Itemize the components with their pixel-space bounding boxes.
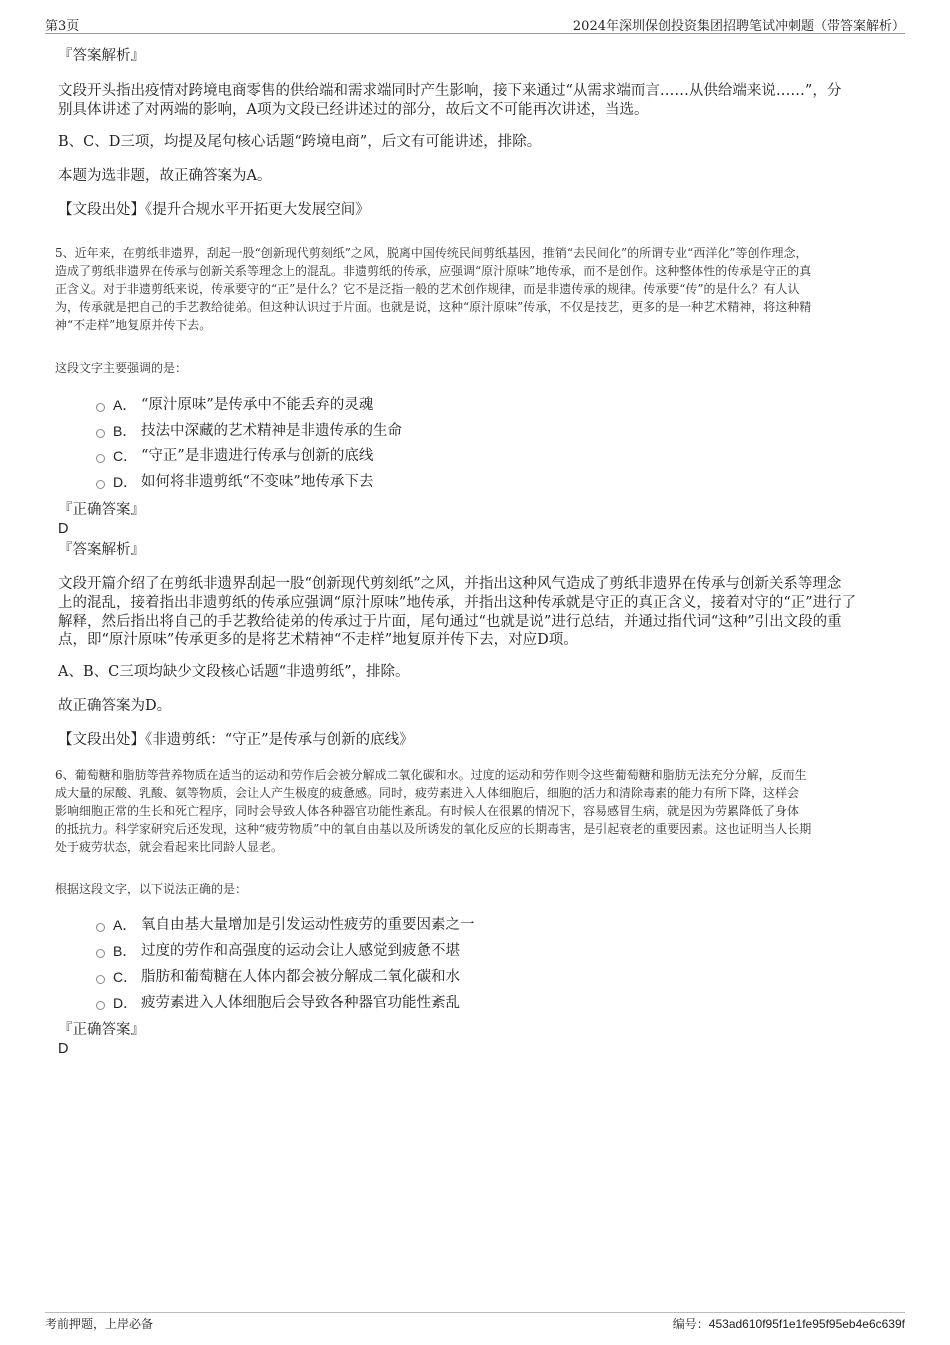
q6-stem-line: 成大量的尿酸、乳酸、氨等物质，会让人产生极度的疲惫感。同时，疲劳素进入人体细胞后，细胞的活力和清除毒素的能力有所下降，这样会 xyxy=(55,786,800,800)
option-letter: A． xyxy=(113,397,137,413)
option-letter: C． xyxy=(113,448,138,464)
q6-option-d[interactable] xyxy=(96,994,460,1012)
q6-stem-line: 的抵抗力。科学家研究后还发现，这种“疲劳物质”中的氧自由基以及所诱发的氧化反应的长期毒害，是引起衰老的重要因素。这也证明当人长期 xyxy=(55,822,812,836)
radio-icon[interactable] xyxy=(96,480,105,489)
q5-source: 【文段出处】《非遗剪纸：“守正”是传承与创新的底线》 xyxy=(58,732,414,748)
option-text: 氧自由基大量增加是引发运动性疲劳的重要因素之一 xyxy=(141,917,475,933)
radio-icon[interactable] xyxy=(96,454,105,463)
q6-question: 根据这段文字，以下说法正确的是： xyxy=(55,882,248,896)
q5-option-a[interactable] xyxy=(96,396,373,414)
option-letter: B． xyxy=(113,943,137,959)
q6-stem-line: 6、葡萄糖和脂肪等营养物质在适当的运动和劳作后会被分解成二氧化碳和水。过度的运动和劳作则令这些葡萄糖和脂肪无法充分分解，反而生 xyxy=(55,768,807,782)
q5-analysis-paragraph: A、B、C三项均缺少文段核心话题“非遗剪纸”，排除。 xyxy=(58,664,410,680)
radio-icon[interactable] xyxy=(96,923,105,932)
option-text: 过度的劳作和高强度的运动会让人感觉到疲惫不堪 xyxy=(141,943,460,959)
q5-analysis-line: 上的混乱，接着指出非遗剪纸的传承应强调“原汁原味”地传承，并指出这种传承就是守正的真正含义，接着对守的“正”进行了 xyxy=(58,595,857,611)
q5-stem-line: 造成了剪纸非遗界在传承与创新关系等理念上的混乱。非遗剪纸的传承，应强调“原汁原味”地传承，而不是创作。这种整体性的传承是守正的真 xyxy=(55,264,812,278)
option-text: 技法中深藏的艺术精神是非遗传承的生命 xyxy=(141,423,402,439)
q6-answer-label: 『正确答案』 xyxy=(58,1022,145,1038)
radio-icon[interactable] xyxy=(96,429,105,438)
document-title: 2024年深圳保创投资集团招聘笔试冲刺题（带答案解析） xyxy=(572,19,905,34)
q5-stem-line: 正含义。对于非遗剪纸来说，传承要守的“正”是什么？它不是泛指一般的艺术创作规律，而是非遗传承的规律。传承要“传”的是什么？有人认 xyxy=(55,282,800,296)
option-letter: D． xyxy=(113,474,138,490)
q5-option-c[interactable] xyxy=(96,447,373,465)
q4-analysis-label: 『答案解析』 xyxy=(58,48,145,64)
q5-analysis-line: 文段开篇介绍了在剪纸非遗界刮起一股“创新现代剪刻纸”之风，并指出这种风气造成了剪纸非遗界在传承与创新关系等理念 xyxy=(58,576,842,592)
q5-analysis-conclusion: 故正确答案为D。 xyxy=(58,698,172,714)
option-letter: B． xyxy=(113,423,137,439)
q5-option-d[interactable] xyxy=(96,473,373,491)
radio-icon[interactable] xyxy=(96,949,105,958)
radio-icon[interactable] xyxy=(96,403,105,412)
radio-icon[interactable] xyxy=(96,975,105,984)
radio-icon[interactable] xyxy=(96,1001,105,1010)
option-letter: D． xyxy=(113,995,138,1011)
q5-answer-label: 『正确答案』 xyxy=(58,502,145,518)
q5-option-b[interactable] xyxy=(96,422,402,440)
option-text: 脂肪和葡萄糖在人体内都会被分解成二氧化碳和水 xyxy=(141,969,460,985)
page-header xyxy=(45,15,905,34)
q4-analysis-line: 文段开头指出疫情对跨境电商零售的供给端和需求端同时产生影响，接下来通过“从需求端而言……从供给端来说……”，分 xyxy=(58,83,842,99)
footer-slogan: 考前押题，上岸必备 xyxy=(45,1317,154,1331)
page-footer xyxy=(45,1312,905,1331)
q6-option-b[interactable] xyxy=(96,942,460,960)
option-letter: C． xyxy=(113,969,138,985)
q6-stem-line: 处于疲劳状态，就会看起来比同龄人显老。 xyxy=(55,840,284,854)
q5-stem-line: 5、近年来，在剪纸非遗界，刮起一股“创新现代剪刻纸”之风，脱离中国传统民间剪纸基因，推销“去民间化”的所谓专业“西洋化”等创作理念， xyxy=(55,246,808,260)
q6-stem-line: 影响细胞正常的生长和死亡程序，同时会导致人体各种器官功能性紊乱。有时候人在很累的情况下，容易感冒生病，就是因为劳累降低了身体 xyxy=(55,804,800,818)
q5-answer: D xyxy=(58,521,69,537)
q5-question: 这段文字主要强调的是： xyxy=(55,361,188,375)
option-text: 如何将非遗剪纸“不变味”地传承下去 xyxy=(141,474,374,490)
q6-option-c[interactable] xyxy=(96,968,460,986)
document-id: 编号：453ad610f95f1e1fe95f95eb4e6c639f xyxy=(672,1317,905,1331)
q6-answer: D xyxy=(58,1041,69,1057)
q4-analysis-paragraph: B、C、D三项，均提及尾句核心话题“跨境电商”，后文有可能讲述，排除。 xyxy=(58,134,542,150)
option-text: 疲劳素进入人体细胞后会导致各种器官功能性紊乱 xyxy=(141,995,460,1011)
option-text: “守正”是非遗进行传承与创新的底线 xyxy=(141,448,374,464)
q5-analysis-line: 解释，然后指出将自己的手艺教给徒弟的传承过于片面，尾句通过“也就是说”进行总结，并通过指代词“这种”引出文段的重 xyxy=(58,614,842,630)
option-text: “原汁原味”是传承中不能丢弃的灵魂 xyxy=(141,397,374,413)
q6-option-a[interactable] xyxy=(96,916,475,934)
q5-analysis-line: 点，即“原汁原味”传承更多的是将艺术精神“不走样”地复原并传下去，对应D项。 xyxy=(58,632,578,648)
q5-stem-line: 神“不走样”地复原并传下去。 xyxy=(55,318,212,332)
q5-analysis-label: 『答案解析』 xyxy=(58,542,145,558)
q4-analysis-conclusion: 本题为选非题，故正确答案为A。 xyxy=(58,168,272,184)
option-letter: A． xyxy=(113,917,137,933)
q5-stem-line: 为，传承就是把自己的手艺教给徒弟。但这种认识过于片面。也就是说，这种“原汁原味”传承，不仅是技艺，更多的是一种艺术精神，将这种精 xyxy=(55,300,812,314)
q4-analysis-line: 别具体讲述了对两端的影响，A项为文段已经讲述过的部分，故后文不可能再次讲述，当选。 xyxy=(58,102,649,118)
q4-source: 【文段出处】《提升合规水平开拓更大发展空间》 xyxy=(58,202,370,218)
page-number: 第3页 xyxy=(45,19,80,34)
